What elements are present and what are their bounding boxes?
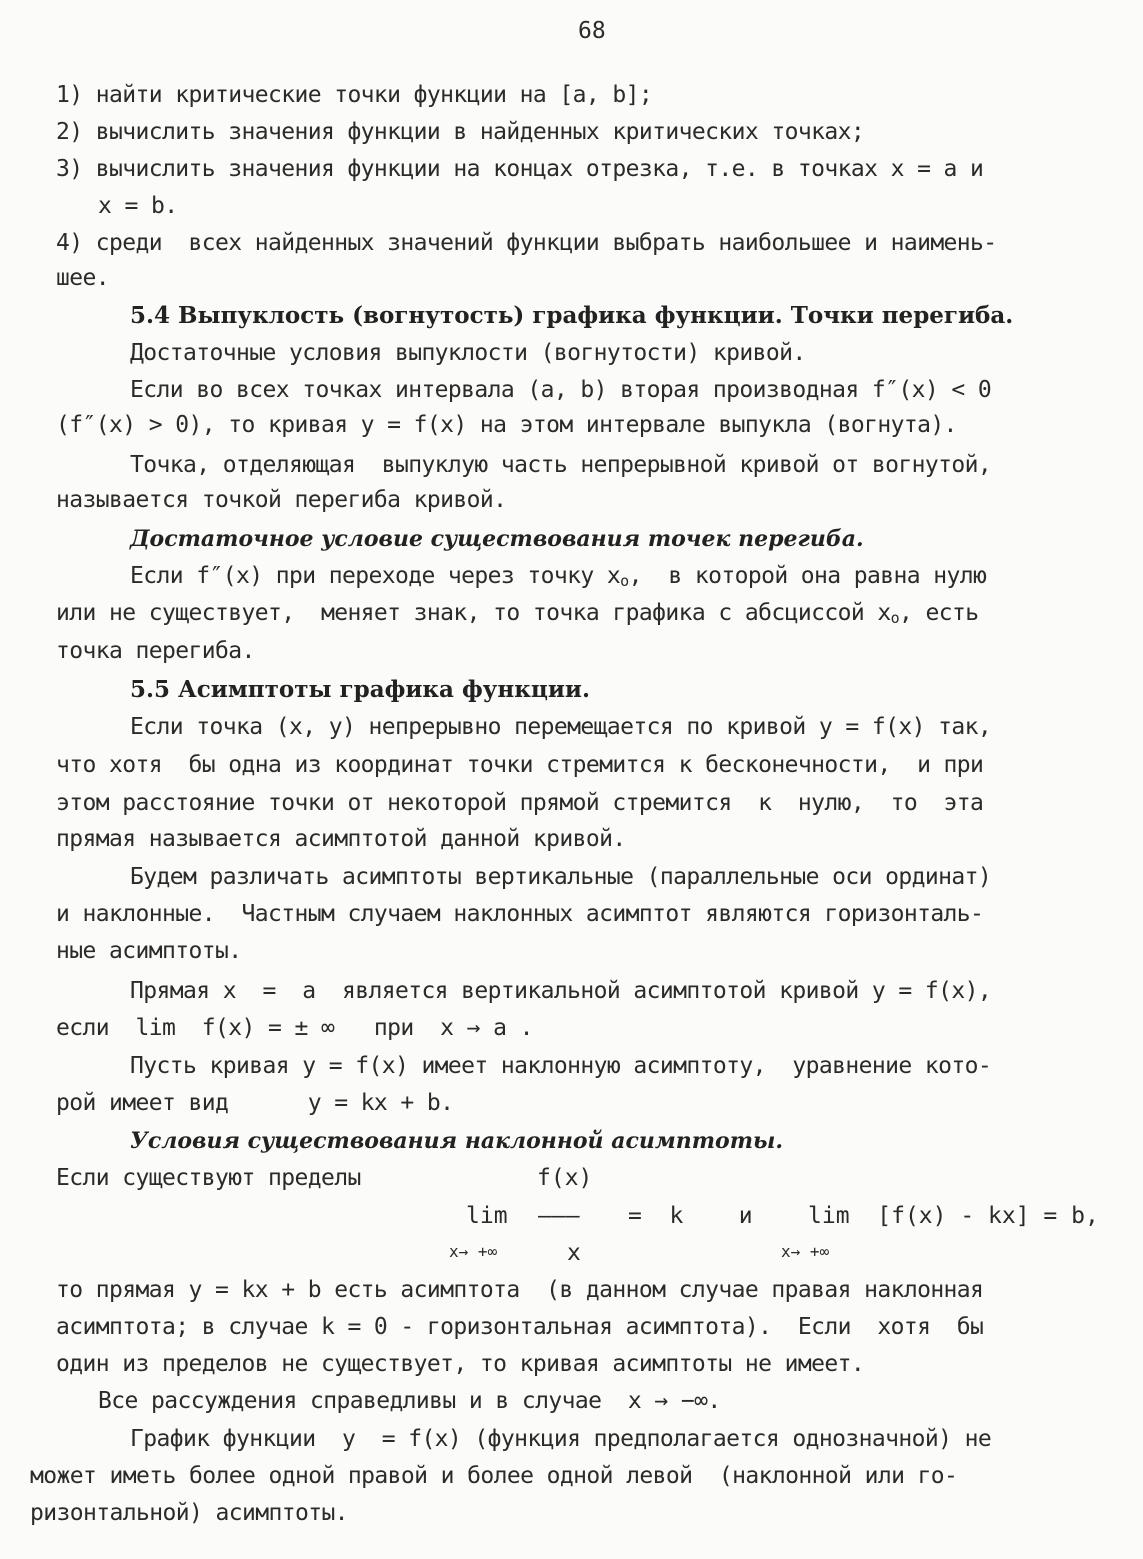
- list-item-3: 3) вычислить значения функции на концах отрезка, т.е. в точках x = a и: [56, 156, 984, 182]
- paragraph-line: Все рассуждения справедливы и в случае x → −∞.: [98, 1388, 721, 1414]
- italic-subheading: Достаточное условие существования точек перегиба.: [130, 526, 864, 552]
- paragraph-line: ризонтальной) асимптоты.: [30, 1500, 348, 1526]
- paragraph-line: прямая называется асимптотой данной кривой.: [56, 826, 626, 852]
- paragraph-line: один из пределов не существует, то кривая асимптоты не имеет.: [56, 1351, 865, 1377]
- italic-subheading: Условия существования наклонной асимптоты.: [130, 1128, 784, 1154]
- paragraph-line: и наклонные. Частным случаем наклонных асимптот являются горизонталь-: [56, 901, 984, 927]
- paragraph-line: точка перегиба.: [56, 638, 255, 664]
- paragraph-line: называется точкой перегиба кривой.: [56, 487, 507, 513]
- paragraph-line: Прямая x = a является вертикальной асимптотой кривой y = f(x),: [130, 978, 992, 1004]
- paragraph-line: то прямая y = kx + b есть асимптота (в данном случае правая наклонная: [56, 1277, 984, 1303]
- paragraph-line: что хотя бы одна из координат точки стремится к бесконечности, и при: [56, 752, 984, 778]
- paragraph-line: асимптота; в случае k = 0 - горизонтальная асимптота). Если хотя бы: [56, 1314, 984, 1340]
- paragraph-line: Достаточные условия выпуклости (вогнутости) кривой.: [130, 340, 806, 366]
- formula-lim-subscript: x→ +∞: [781, 1242, 830, 1261]
- paragraph-line: или не существует, меняет знак, то точка графика с абсциссой $x_o$, есть: [56, 600, 979, 627]
- paragraph-line: Точка, отделяющая выпуклую часть непрерывной кривой от вогнутой,: [130, 452, 992, 478]
- formula-rhs: = k и lim [f(x) - kx] = b,: [628, 1203, 1099, 1229]
- list-item-1: 1) найти критические точки функции на [a, b];: [56, 82, 653, 108]
- paragraph-line: рой имеет вид y = kx + b.: [56, 1090, 454, 1116]
- formula-line: если lim f(x) = ± ∞ при x → a .: [56, 1015, 533, 1041]
- paragraph-line: Пусть кривая y = f(x) имеет наклонную асимптоту, уравнение кото-: [130, 1053, 992, 1079]
- formula-denominator: x: [567, 1240, 581, 1266]
- paragraph-line: Если во всех точках интервала (a, b) вторая производная f″(x) < 0: [130, 377, 992, 403]
- formula-fraction-bar: ———: [538, 1203, 580, 1229]
- page-number: 68: [578, 18, 606, 44]
- paragraph-line: (f″(x) > 0), то кривая y = f(x) на этом интервале выпукла (вогнута).: [56, 412, 957, 438]
- list-item-2: 2) вычислить значения функции в найденных критических точках;: [56, 119, 865, 145]
- paragraph-line: ные асимптоты.: [56, 938, 242, 964]
- formula-lim-subscript: x→ +∞: [449, 1242, 498, 1261]
- paragraph-line: Если точка (x, y) непрерывно перемещается по кривой y = f(x) так,: [130, 714, 992, 740]
- paragraph-line: этом расстояние точки от некоторой прямой стремится к нулю, то эта: [56, 790, 984, 816]
- paragraph-line: Если существуют пределы: [56, 1165, 361, 1191]
- formula-lim: lim: [466, 1203, 508, 1229]
- list-item-3-cont: x = b.: [98, 193, 178, 219]
- section-heading-5-4: 5.4 Выпуклость (вогнутость) графика функции. Точки перегиба.: [130, 302, 1014, 329]
- paragraph-line: может иметь более одной правой и более одной левой (наклонной или го-: [30, 1463, 958, 1489]
- list-item-4-cont: шее.: [56, 265, 109, 291]
- formula-numerator: f(x): [537, 1165, 593, 1191]
- paragraph-line: Если f″(x) при переходе через точку $x_o$, в которой она равна нулю: [130, 563, 987, 590]
- paragraph-line: Будем различать асимптоты вертикальные (параллельные оси ординат): [130, 864, 992, 890]
- section-heading-5-5: 5.5 Асимптоты графика функции.: [130, 676, 590, 703]
- list-item-4: 4) среди всех найденных значений функции выбрать наибольшее и наимень-: [56, 230, 997, 256]
- paragraph-line: График функции y = f(x) (функция предполагается однозначной) не: [130, 1426, 992, 1452]
